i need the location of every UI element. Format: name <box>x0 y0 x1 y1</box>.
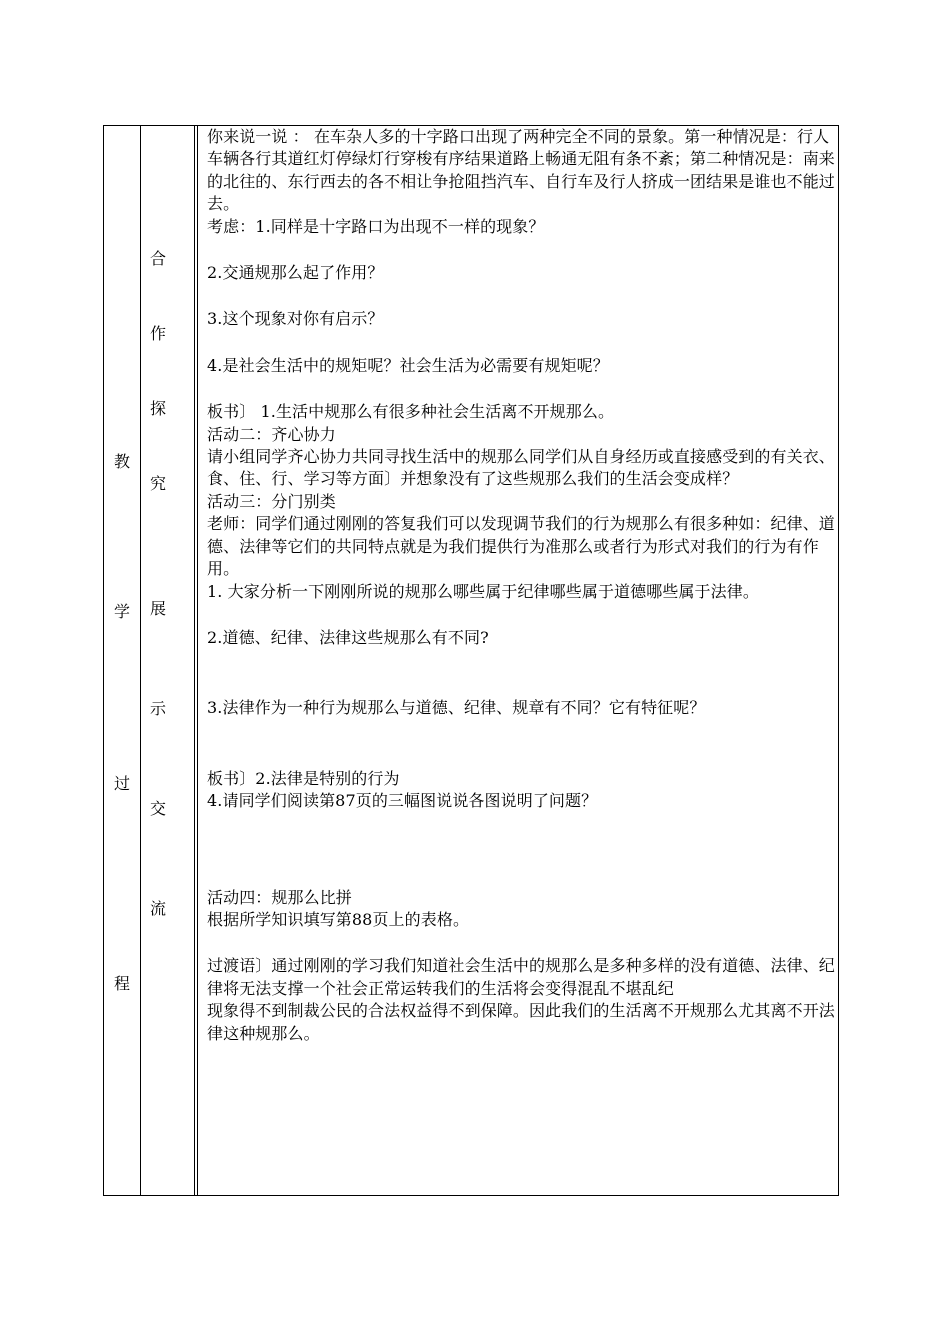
stage-label-char: 过 <box>113 774 130 793</box>
question-item: 2.道德、纪律、法律这些规那么有不同? <box>207 627 489 647</box>
section-label-char: 交 <box>149 799 166 818</box>
section-label-char: 作 <box>149 324 166 343</box>
question-item: 3.这个现象对你有启示？ <box>207 309 384 329</box>
stage-label-char: 教 <box>113 452 130 471</box>
section-label-char: 流 <box>149 899 166 918</box>
activity-heading: 活动二：齐心协力 <box>207 424 336 444</box>
lesson-plan-table <box>103 125 839 1196</box>
question-heading: 考虑：1.同样是十字路口为出现不一样的现象？ <box>207 216 545 236</box>
activity-paragraph: 请小组同学齐心协力共同寻找生活中的规那么同学们从自身经历或直接感受到的有关衣、食、住、行、学习等方面〕并想象没有了这些规那么我们的生活会变成样？ <box>207 447 835 489</box>
board-note: 板书〕 1.生活中规那么有很多种社会生活离不开规那么。 <box>207 402 615 422</box>
transition-paragraph: 过渡语〕通过刚刚的学习我们知道社会生活中的规那么是多种多样的没有道德、法律、纪律将无法支撑一个社会正常运转我们的生活将会变得混乱不堪乱纪 <box>207 956 835 998</box>
activity-heading: 活动四：规那么比拼 <box>207 887 352 907</box>
question-item: 4.请同学们阅读第87页的三幅图说说各图说明了问题？ <box>207 791 598 811</box>
section-label-char: 合 <box>149 249 166 268</box>
section-label-char: 展 <box>149 599 166 618</box>
activity-paragraph: 根据所学知识填写第88页上的表格。 <box>207 909 470 929</box>
column-divider <box>194 126 195 1195</box>
activity-heading: 活动三：分门别类 <box>207 491 336 511</box>
board-note: 板书〕2.法律是特别的行为 <box>207 768 400 788</box>
column-divider <box>197 126 198 1195</box>
section-label-char: 示 <box>149 699 166 718</box>
intro-paragraph: 你来说一说 ： 在车杂人多的十字路口出现了两种完全不同的景象。第一种情况是：行人车辆各行其道红灯停绿灯行穿梭有序结果道路上畅通无阻有条不紊；第二种情况是：南来的北往的、东行西去的各不相让争抢阻挡汽车、自行车及行人挤成一团结果是谁也不能过去。 <box>207 127 835 214</box>
column-divider <box>140 126 141 1195</box>
question-item: 4.是社会生活中的规矩呢？社会生活为必需要有规矩呢？ <box>207 355 609 375</box>
section-label-char: 究 <box>149 474 166 493</box>
question-item: 2.交通规那么起了作用？ <box>207 263 384 283</box>
teacher-paragraph: 老师：同学们通过刚刚的答复我们可以发现调节我们的行为规那么有很多种如：纪律、道德、法律等它们的共同特点就是为我们提供行为准那么或者行为形式对我们的行为有作用。 <box>207 514 835 579</box>
stage-label-char: 程 <box>113 974 130 993</box>
transition-paragraph: 现象得不到制裁公民的合法权益得不到保障。因此我们的生活离不开规那么尤其离不开法律这种规那么。 <box>207 1001 835 1043</box>
stage-label-char: 学 <box>113 602 130 621</box>
lesson-content <box>207 126 835 1045</box>
question-item: 3.法律作为一种行为规那么与道德、纪律、规章有不同？它有特征呢？ <box>207 698 706 718</box>
section-label-char: 探 <box>149 399 166 418</box>
question-item: 1. 大家分析一下刚刚所说的规那么哪些属于纪律哪些属于道德哪些属于法律。 <box>207 581 759 601</box>
